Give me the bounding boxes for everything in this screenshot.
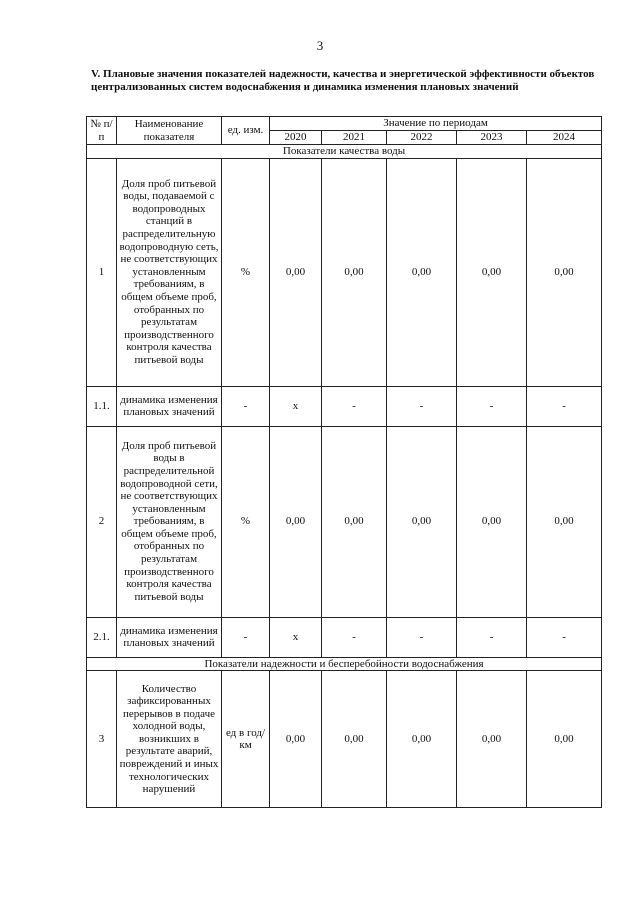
row-value: - bbox=[387, 386, 457, 426]
row-value: - bbox=[457, 617, 527, 657]
header-name: Наименование показателя bbox=[117, 117, 222, 145]
row-value: 0,00 bbox=[387, 671, 457, 808]
row-value: х bbox=[270, 386, 322, 426]
row-value: 0,00 bbox=[270, 426, 322, 617]
row-value: 0,00 bbox=[457, 426, 527, 617]
header-row-1 bbox=[87, 117, 602, 131]
table-row bbox=[87, 158, 602, 386]
indicators-table bbox=[86, 116, 602, 808]
row-unit: % bbox=[222, 158, 270, 386]
row-value: 0,00 bbox=[527, 426, 602, 617]
header-year: 2024 bbox=[527, 131, 602, 145]
section-row-quality bbox=[87, 145, 602, 159]
row-value: - bbox=[387, 617, 457, 657]
row-value: 0,00 bbox=[527, 671, 602, 808]
table-row bbox=[87, 617, 602, 657]
row-value: 0,00 bbox=[322, 158, 387, 386]
section-title-quality: Показатели качества воды bbox=[87, 145, 602, 159]
row-value: - bbox=[322, 617, 387, 657]
row-value: 0,00 bbox=[387, 426, 457, 617]
row-value: 0,00 bbox=[322, 671, 387, 808]
row-value: 0,00 bbox=[270, 671, 322, 808]
row-unit: % bbox=[222, 426, 270, 617]
row-name: Доля проб питьевой воды, подаваемой с водопроводных станций в распределительную водопроводную сеть, не соответствующих установленным требованиям, в общем объеме проб, отобранных по результатам производственного контроля качества питьевой воды bbox=[117, 158, 222, 386]
row-unit: - bbox=[222, 386, 270, 426]
section-row-reliability bbox=[87, 657, 602, 671]
row-num: 2.1. bbox=[87, 617, 117, 657]
row-name: Количество зафиксированных перерывов в подаче холодной воды, возникших в результате аварий, повреждений и иных технологических нарушений bbox=[117, 671, 222, 808]
header-periods: Значение по периодам bbox=[270, 117, 602, 131]
row-name: динамика изменения плановых значений bbox=[117, 386, 222, 426]
row-num: 1 bbox=[87, 158, 117, 386]
row-value: - bbox=[527, 617, 602, 657]
header-unit: ед. изм. bbox=[222, 117, 270, 145]
row-value: - bbox=[527, 386, 602, 426]
row-name: динамика изменения плановых значений bbox=[117, 617, 222, 657]
page-number: 3 bbox=[316, 38, 324, 53]
row-value: 0,00 bbox=[270, 158, 322, 386]
table-row bbox=[87, 386, 602, 426]
row-unit: - bbox=[222, 617, 270, 657]
header-num: № п/п bbox=[87, 117, 117, 145]
header-year: 2022 bbox=[387, 131, 457, 145]
row-name: Доля проб питьевой воды в распределительной водопроводной сети, не соответствующих установленным требованиям, в общем объеме проб, отобранных по результатам производственного контроля качества питьевой воды bbox=[117, 426, 222, 617]
row-num: 1.1. bbox=[87, 386, 117, 426]
section-heading: V. Плановые значения показателей надежности, качества и энергетической эффективности объектов централизованных систем водоснабжения и динамика изменения плановых значений bbox=[91, 68, 595, 93]
row-value: 0,00 bbox=[457, 671, 527, 808]
header-year: 2023 bbox=[457, 131, 527, 145]
row-value: х bbox=[270, 617, 322, 657]
row-unit: ед в год/ км bbox=[222, 671, 270, 808]
row-num: 2 bbox=[87, 426, 117, 617]
table-row bbox=[87, 671, 602, 808]
header-year: 2021 bbox=[322, 131, 387, 145]
row-value: - bbox=[322, 386, 387, 426]
row-value: - bbox=[457, 386, 527, 426]
section-title-reliability: Показатели надежности и бесперебойности водоснабжения bbox=[87, 657, 602, 671]
header-year: 2020 bbox=[270, 131, 322, 145]
table-row bbox=[87, 426, 602, 617]
row-value: 0,00 bbox=[387, 158, 457, 386]
row-value: 0,00 bbox=[527, 158, 602, 386]
row-value: 0,00 bbox=[322, 426, 387, 617]
row-num: 3 bbox=[87, 671, 117, 808]
row-value: 0,00 bbox=[457, 158, 527, 386]
